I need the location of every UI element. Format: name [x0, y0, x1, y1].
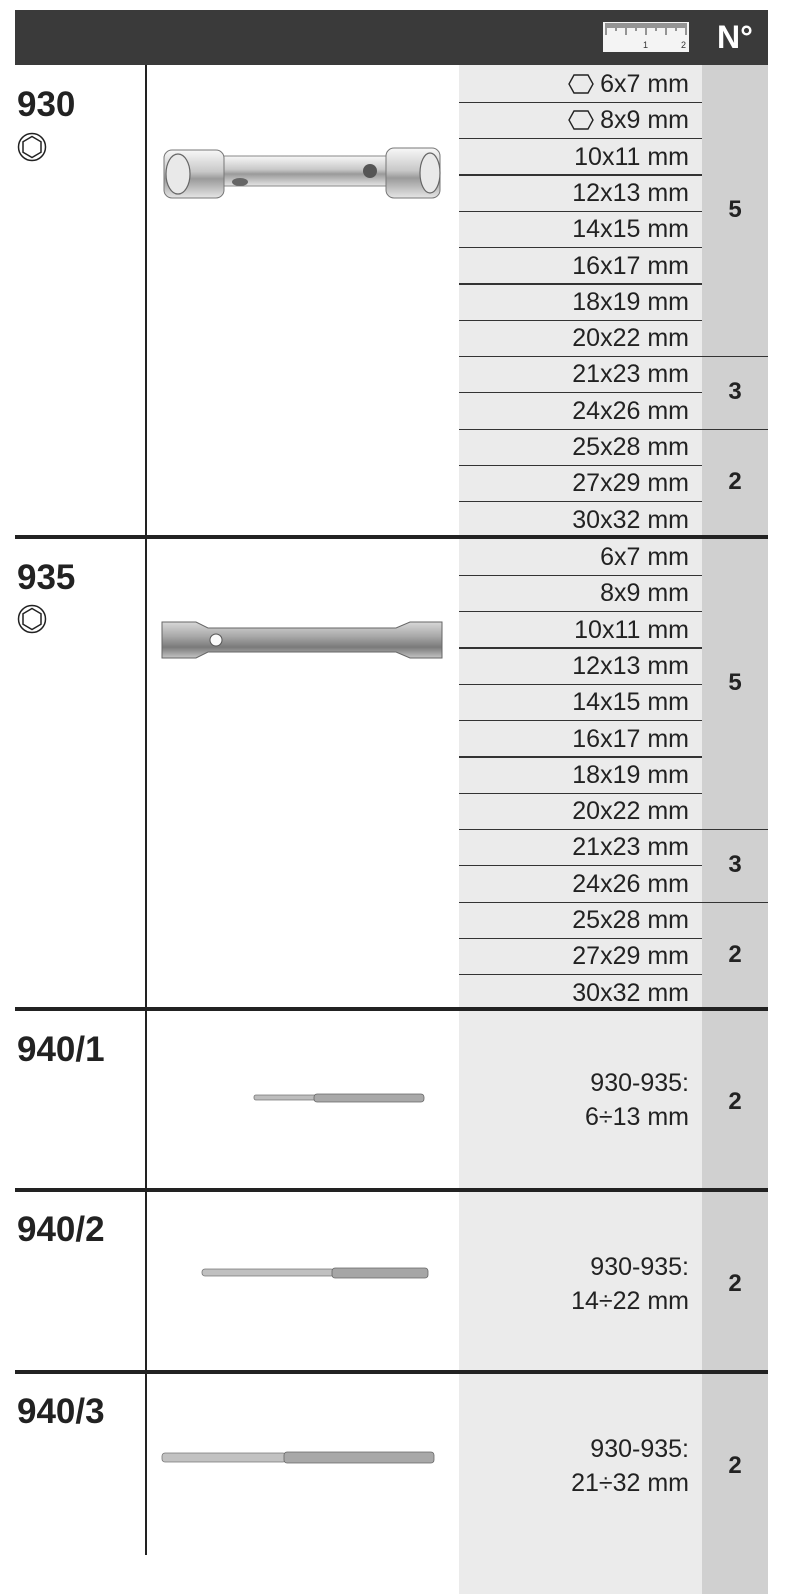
row-divider [459, 501, 702, 502]
quantity: 2 [728, 941, 742, 969]
hexagon-icon [17, 132, 47, 162]
row-divider [459, 465, 702, 466]
size-row [459, 284, 689, 320]
product-code-940-1: 940/1 [17, 1030, 105, 1069]
count-column-header: N° [717, 19, 753, 55]
size-label: 20x22 mm [572, 797, 689, 826]
row-divider [459, 138, 702, 139]
size-label: 21x23 mm [572, 833, 689, 862]
size-label: 18x19 mm [572, 760, 689, 789]
size-row [459, 684, 689, 720]
size-row [459, 139, 689, 175]
size-row [459, 102, 689, 138]
size-label: 27x29 mm [572, 942, 689, 971]
size-label: 6x7 mm [600, 543, 689, 571]
size-row [459, 393, 689, 429]
column-divider [145, 65, 147, 1555]
size-label: 14x15 mm [572, 215, 689, 244]
group-divider [459, 902, 768, 903]
size-label: 25x28 mm [572, 906, 689, 934]
row-divider [459, 392, 702, 393]
size-row [459, 575, 689, 611]
row-divider [459, 684, 702, 685]
row-divider [459, 211, 702, 212]
size-row [459, 429, 689, 465]
size-row [459, 356, 689, 392]
tommy-bar-icon [200, 1264, 432, 1282]
ruler-mark-1: 1 [643, 40, 649, 50]
size-label: 18x19 mm [572, 287, 689, 316]
group-divider [459, 429, 768, 430]
quantity: 2 [728, 468, 742, 496]
size-row [459, 66, 689, 102]
quantity: 5 [728, 196, 742, 224]
hexagon-icon [568, 74, 594, 94]
product-code-935: 935 [17, 558, 76, 597]
quantity: 2 [728, 1270, 742, 1297]
tommy-bar-icon [252, 1090, 428, 1106]
section-separator [15, 1370, 768, 1374]
size-row [459, 248, 689, 284]
quantity: 3 [728, 377, 742, 405]
size-label: 27x29 mm [572, 469, 689, 498]
hexagon-icon [17, 604, 47, 634]
size-row [459, 320, 689, 356]
size-label: 8x9 mm [600, 106, 689, 135]
size-label: 12x13 mm [572, 651, 689, 680]
size-row [459, 465, 689, 501]
ruler-mark-2: 2 [681, 40, 687, 50]
row-divider [459, 247, 702, 248]
size-label: 21x23 mm [572, 360, 689, 389]
size-label: 25x28 mm [572, 433, 689, 461]
size-range: 6÷13 mm [584, 1103, 689, 1131]
size-row [459, 539, 689, 575]
size-row [459, 866, 689, 902]
size-row [459, 793, 689, 829]
quantity: 3 [728, 850, 742, 878]
row-divider [459, 320, 702, 321]
double-end-box-wrench-icon [160, 142, 445, 207]
compatibility-note: 930-935: [590, 1435, 689, 1463]
row-divider [459, 611, 702, 612]
row-divider [459, 102, 702, 103]
size-label: 12x13 mm [572, 178, 689, 207]
row-divider [459, 647, 702, 648]
row-divider [459, 575, 702, 576]
product-code-930: 930 [17, 85, 76, 124]
ruler-icon [603, 22, 689, 52]
group-divider [459, 356, 768, 357]
row-divider [459, 974, 702, 975]
size-label: 10x11 mm [574, 615, 689, 644]
tubular-box-wrench-icon [158, 618, 448, 662]
row-divider [459, 283, 702, 284]
size-row [459, 502, 689, 538]
size-row [459, 211, 689, 247]
size-label: 30x32 mm [572, 978, 689, 1007]
size-label: 30x32 mm [572, 505, 689, 534]
row-divider [459, 938, 702, 939]
group-divider [459, 829, 768, 830]
size-label: 20x22 mm [572, 324, 689, 353]
product-code-940-3: 940/3 [17, 1392, 105, 1431]
size-row [459, 938, 689, 974]
size-label: 14x15 mm [572, 688, 689, 717]
row-divider [459, 174, 702, 175]
size-row [459, 175, 689, 211]
size-row [459, 648, 689, 684]
size-row [459, 757, 689, 793]
size-label: 16x17 mm [572, 251, 689, 280]
size-range: 21÷32 mm [571, 1469, 689, 1497]
compatibility-note: 930-935: [590, 1069, 689, 1097]
row-divider [459, 865, 702, 866]
row-divider [459, 756, 702, 757]
row-divider [459, 793, 702, 794]
size-row [459, 612, 689, 648]
compatibility-note: 930-935: [590, 1253, 689, 1281]
quantity: 2 [728, 1088, 742, 1115]
row-divider [459, 720, 702, 721]
size-range: 14÷22 mm [571, 1287, 689, 1315]
size-row [459, 721, 689, 757]
size-row [459, 975, 689, 1011]
size-row [459, 902, 689, 938]
tommy-bar-icon [160, 1448, 438, 1468]
section-separator [15, 1188, 768, 1192]
size-label: 8x9 mm [600, 579, 689, 608]
size-row [459, 829, 689, 865]
size-label: 6x7 mm [600, 70, 689, 98]
quantity: 5 [728, 669, 742, 697]
size-label: 24x26 mm [572, 396, 689, 425]
size-label: 24x26 mm [572, 869, 689, 898]
size-label: 16x17 mm [572, 724, 689, 753]
hexagon-icon [568, 110, 594, 130]
product-code-940-2: 940/2 [17, 1210, 105, 1249]
size-label: 10x11 mm [574, 142, 689, 171]
quantity: 2 [728, 1452, 742, 1479]
